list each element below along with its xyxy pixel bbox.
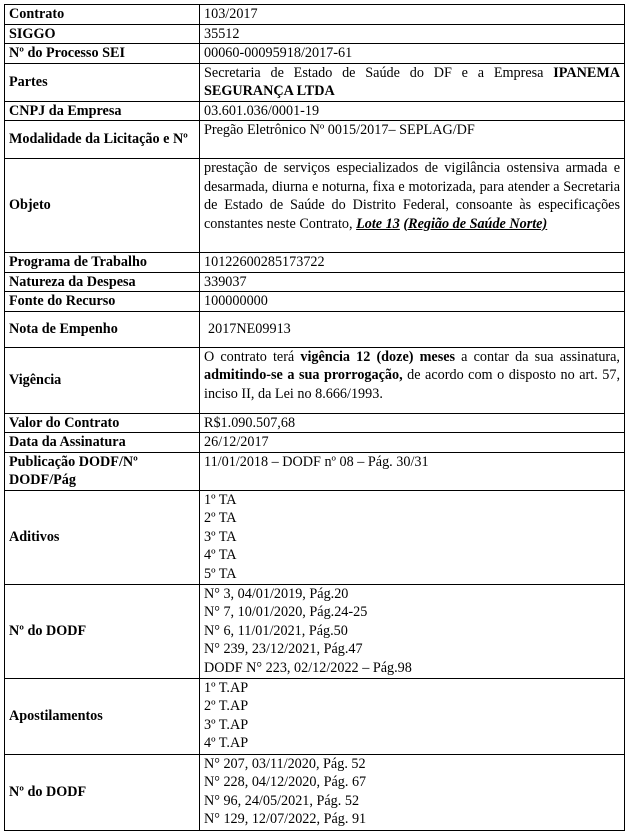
- label-objeto: Objeto: [5, 159, 200, 253]
- row-dodf-aditivos: [5, 584, 625, 678]
- value-aditivos: [200, 490, 625, 584]
- row-objeto: [5, 159, 625, 253]
- label-modalidade: Modalidade da Licitação e Nº: [5, 121, 200, 159]
- dodf-item: N° 239, 23/12/2021, Pág.47: [204, 641, 363, 657]
- apostilamento-item: 1º T.AP: [204, 679, 249, 696]
- dodf-item: N° 228, 04/12/2020, Pág. 67: [204, 774, 367, 790]
- row-fonte: [5, 292, 625, 312]
- value-natureza: 339037: [200, 272, 625, 292]
- label-publicacao: Publicação DODF/Nº DODF/Pág: [5, 452, 200, 490]
- dodf-item: N° 129, 12/07/2022, Pág. 91: [204, 811, 367, 827]
- label-cnpj: CNPJ da Empresa: [5, 101, 200, 121]
- label-processo: Nº do Processo SEI: [5, 44, 200, 64]
- row-apostilamentos: [5, 678, 625, 754]
- value-objeto: [200, 159, 625, 253]
- apostilamento-item: 2º T.AP: [204, 698, 249, 714]
- dodf-item: N° 6, 11/01/2021, Pág.50: [204, 622, 348, 639]
- aditivo-item: 1º TA: [204, 491, 237, 508]
- value-cnpj: 03.601.036/0001-19: [200, 101, 625, 121]
- aditivo-item: 2º TA: [204, 510, 237, 526]
- value-apostilamentos: [200, 678, 625, 754]
- value-siggo: 35512: [200, 24, 625, 44]
- row-vigencia: [5, 347, 625, 413]
- value-valor: R$1.090.507,68: [200, 413, 625, 433]
- row-programa: [5, 253, 625, 273]
- value-dodf-aditivos: [200, 584, 625, 678]
- label-assinatura: Data da Assinatura: [5, 433, 200, 453]
- value-empenho: 2017NE09913: [200, 311, 625, 347]
- row-modalidade: [5, 121, 625, 159]
- row-contrato: [5, 5, 625, 25]
- vigencia-text-3: de acordo com o disposto no art. 57, inciso II, da Lei no 8.666/1993.: [204, 367, 620, 402]
- value-vigencia: [200, 347, 625, 413]
- value-assinatura: 26/12/2017: [200, 433, 625, 453]
- partes-empresa: IPANEMA SEGURANÇA LTDA: [204, 64, 620, 99]
- label-natureza: Natureza da Despesa: [5, 272, 200, 292]
- vigencia-text-1: O contrato terá: [204, 348, 301, 365]
- objeto-lote: Lote 13: [356, 215, 400, 232]
- contract-table: [4, 4, 625, 831]
- label-partes: Partes: [5, 63, 200, 101]
- label-contrato: Contrato: [5, 5, 200, 25]
- row-dodf-apostilamentos: [5, 754, 625, 830]
- vigencia-bold-1: vigência 12 (doze) meses: [300, 348, 456, 365]
- label-aditivos: Aditivos: [5, 490, 200, 584]
- aditivo-item: 4º TA: [204, 547, 237, 563]
- row-empenho: [5, 311, 625, 347]
- label-apostilamentos: Apostilamentos: [5, 678, 200, 754]
- vigencia-bold-2: admitindo-se a sua prorrogação,: [204, 367, 403, 383]
- label-dodf-aditivos: Nº do DODF: [5, 584, 200, 678]
- dodf-item: N° 207, 03/11/2020, Pág. 52: [204, 755, 366, 772]
- label-siggo: SIGGO: [5, 24, 200, 44]
- value-partes: [200, 63, 625, 101]
- value-publicacao: 11/01/2018 – DODF nº 08 – Pág. 30/31: [200, 452, 625, 490]
- objeto-text: prestação de serviços especializados de vigilância ostensiva armada e desarmada, diurna e noturna, fixa e motorizada, para atender a Secretaria de Estado de Saúde do Distrito Federal, consoante às especificações constantes neste Contrato,: [204, 160, 620, 232]
- vigencia-text-2: a contar da sua assinatura,: [455, 348, 620, 365]
- row-cnpj: [5, 101, 625, 121]
- apostilamento-item: 4º T.AP: [204, 735, 249, 751]
- value-fonte: 100000000: [200, 292, 625, 312]
- dodf-item: N° 7, 10/01/2020, Pág.24-25: [204, 604, 368, 620]
- aditivo-item: 5º TA: [204, 565, 237, 582]
- row-aditivos: [5, 490, 625, 584]
- label-vigencia: Vigência: [5, 347, 200, 413]
- value-contrato: 103/2017: [200, 5, 625, 25]
- dodf-item: DODF N° 223, 02/12/2022 – Pág.98: [204, 659, 412, 676]
- partes-text: Secretaria de Estado de Saúde do DF e a Empresa: [204, 64, 554, 81]
- row-processo: [5, 44, 625, 64]
- dodf-item: N° 3, 04/01/2019, Pág.20: [204, 585, 349, 602]
- apostilamento-item: 3º T.AP: [204, 716, 249, 733]
- label-valor: Valor do Contrato: [5, 413, 200, 433]
- value-modalidade: Pregão Eletrônico Nº 0015/2017– SEPLAG/DF: [200, 121, 625, 159]
- row-natureza: [5, 272, 625, 292]
- row-publicacao: [5, 452, 625, 490]
- row-assinatura: [5, 433, 625, 453]
- row-valor: [5, 413, 625, 433]
- value-programa: 10122600285173722: [200, 253, 625, 273]
- value-processo: 00060-00095918/2017-61: [200, 44, 625, 64]
- row-partes: [5, 63, 625, 101]
- dodf-item: N° 96, 24/05/2021, Pág. 52: [204, 792, 360, 809]
- label-fonte: Fonte do Recurso: [5, 292, 200, 312]
- value-dodf-apostilamentos: [200, 754, 625, 830]
- label-programa: Programa de Trabalho: [5, 253, 200, 273]
- row-siggo: [5, 24, 625, 44]
- aditivo-item: 3º TA: [204, 528, 237, 545]
- objeto-regiao: (Região de Saúde Norte): [403, 215, 548, 232]
- label-dodf-apostilamentos: Nº do DODF: [5, 754, 200, 830]
- label-empenho: Nota de Empenho: [5, 311, 200, 347]
